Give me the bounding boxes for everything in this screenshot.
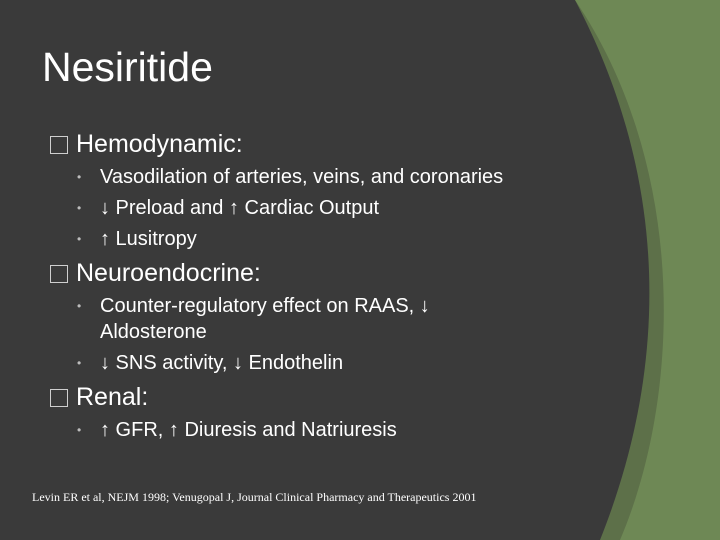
section-heading: Neuroendocrine: (76, 259, 261, 287)
section-heading: Hemodynamic: (76, 130, 243, 158)
bullet-box-icon (50, 265, 68, 283)
bullet-dot-icon: • (77, 299, 82, 313)
list-item (77, 164, 610, 190)
section-heading-row (50, 257, 610, 289)
list-item (77, 195, 610, 221)
list-item (77, 417, 610, 443)
list-item-text: ↑ Lusitropy (100, 228, 197, 250)
list-item-text: ↓ Preload and ↑ Cardiac Output (100, 197, 380, 219)
bullet-dot-icon: • (77, 232, 82, 246)
list-item (77, 226, 610, 252)
section-heading-row (50, 128, 610, 160)
section-renal (50, 381, 610, 443)
list-item (77, 293, 610, 345)
list-item-text: Vasodilation of arteries, veins, and coronaries (100, 166, 504, 188)
slide-title: Nesiritide (42, 44, 213, 90)
list-item-text: Counter-regulatory effect on RAAS, ↓ Aldosterone (100, 295, 430, 343)
section-heading: Renal: (76, 383, 149, 411)
section-heading-row (50, 381, 610, 413)
bullet-box-icon (50, 136, 68, 154)
bullet-box-icon (50, 389, 68, 407)
bullet-dot-icon: • (77, 170, 82, 184)
list-item (77, 350, 610, 376)
bullet-dot-icon: • (77, 201, 82, 215)
bullet-dot-icon: • (77, 423, 82, 437)
bullet-content (50, 128, 610, 448)
section-hemodynamic (50, 128, 610, 252)
reference-citation: Levin ER et al, NEJM 1998; Venugopal J, Journal Clinical Pharmacy and Therapeutics 2001 (32, 490, 477, 504)
list-item-text: ↓ SNS activity, ↓ Endothelin (100, 352, 344, 374)
section-neuroendocrine (50, 257, 610, 376)
list-item-text: ↑ GFR, ↑ Diuresis and Natriuresis (100, 419, 397, 441)
bullet-dot-icon: • (77, 356, 82, 370)
